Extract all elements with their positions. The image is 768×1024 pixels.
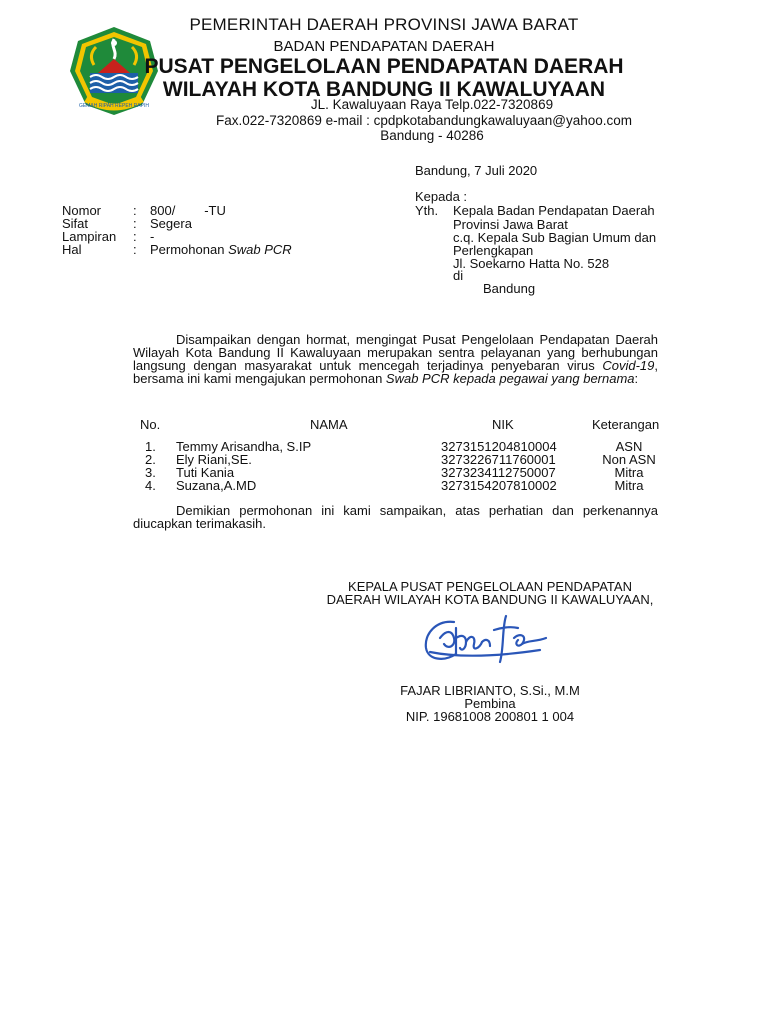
cell-name: Ely Riani,SE. — [176, 452, 252, 467]
body-italic: Covid-19 — [602, 358, 655, 373]
letterhead-office-line1: PUSAT PENGELOLAAN PENDAPATAN DAERAH — [144, 55, 624, 78]
table-header-note: Keterangan — [592, 417, 660, 432]
cell-name: Tuti Kania — [176, 465, 235, 480]
recipient-kepada: Kepada : — [415, 189, 468, 204]
meta-value-lampiran: - — [150, 229, 155, 244]
meta-sep: : — [133, 229, 137, 244]
letterhead-contact: Fax.022-7320869 e-mail : cpdpkotabandungkawaluyaan@yahoo.com — [216, 113, 632, 128]
recipient-city: Bandung — [483, 281, 536, 296]
recipient-line: c.q. Kepala Sub Bagian Umum dan — [453, 230, 657, 245]
letterhead-address: JL. Kawaluyaan Raya Telp.022-7320869 — [310, 97, 554, 112]
subject-italic: Swab PCR — [228, 242, 292, 257]
meta-label-nomor: Nomor — [62, 203, 102, 218]
recipient-line: Provinsi Jawa Barat — [453, 217, 568, 232]
signatory-title-line1: KEPALA PUSAT PENGELOLAAN PENDAPATAN — [348, 579, 632, 594]
cell-no: 2. — [145, 452, 156, 467]
cell-note: Non ASN — [602, 452, 656, 467]
recipient-yth: Yth. — [415, 203, 439, 218]
cell-note: Mitra — [614, 465, 644, 480]
letterhead-department: BADAN PENDAPATAN DAERAH — [273, 38, 495, 55]
meta-label-lampiran: Lampiran — [62, 229, 117, 244]
signatory-nip: NIP. 19681008 200801 1 004 — [405, 709, 575, 724]
body-text: Disampaikan dengan hormat, mengingat Pusat Pengelolaan Pendapatan Daerah Wilayah Kota Bandung II Kawaluyaan merupakan sentra pelayanan yang berhubungan langsung dengan masyarakat untuk mencegah terjadinya penyebaran virus — [133, 332, 658, 373]
recipient-line: Jl. Soekarno Hatta No. 528 — [453, 256, 610, 271]
recipient-line: Perlengkapan — [453, 243, 534, 258]
signatory-title-line2: DAERAH WILAYAH KOTA BANDUNG II KAWALUYAAN, — [326, 592, 654, 607]
recipient-line: di — [453, 268, 464, 283]
closing-paragraph: Demikian permohonan ini kami sampaikan, atas perhatian dan perkenannya diucapkan terimakasih. — [133, 503, 658, 531]
cell-nik: 3273154207810002 — [441, 478, 557, 493]
cell-nik: 3273226711760001 — [441, 452, 556, 467]
signatory-rank: Pembina — [464, 696, 516, 711]
letterhead-government: PEMERINTAH DAERAH PROVINSI JAWA BARAT — [189, 15, 579, 34]
cell-name: Suzana,A.MD — [176, 478, 257, 493]
meta-label-hal: Hal — [62, 242, 82, 257]
body-text: : — [634, 371, 639, 386]
letter-date: Bandung, 7 Juli 2020 — [415, 163, 538, 178]
meta-sep: : — [133, 216, 137, 231]
meta-sep: : — [133, 242, 137, 257]
table-header-nik: NIK — [492, 417, 514, 432]
recipient-line: Kepala Badan Pendapatan Daerah — [453, 203, 655, 218]
cell-no: 4. — [145, 478, 156, 493]
cell-nik: 3273151204810004 — [441, 439, 557, 454]
meta-value-nomor: 800/ -TU — [150, 203, 226, 218]
letterhead-office-line2: WILAYAH KOTA BANDUNG II KAWALUYAAN — [162, 78, 606, 101]
subject-text: Permohonan — [150, 242, 229, 257]
meta-value-hal — [150, 243, 292, 256]
meta-label-sifat: Sifat — [62, 216, 89, 231]
letterhead-city-postal: Bandung - 40286 — [380, 128, 484, 143]
cell-name: Temmy Arisandha, S.IP — [176, 439, 312, 454]
cell-note: ASN — [615, 439, 643, 454]
table-header-name: NAMA — [310, 417, 348, 432]
signatory-name: FAJAR LIBRIANTO, S.Si., M.M — [400, 683, 580, 698]
meta-sep: : — [133, 203, 137, 218]
logo-motto: GEMAH RIPAH REPEH RAPIH — [79, 103, 149, 109]
meta-value-sifat: Segera — [150, 216, 192, 231]
cell-nik: 3273234112750007 — [441, 465, 556, 480]
handwritten-signature — [410, 608, 560, 670]
body-italic: Swab PCR kepada pegawai yang bernama — [385, 371, 635, 386]
cell-note: Mitra — [614, 478, 644, 493]
body-text: , bersama ini kami mengajukan permohonan — [133, 358, 658, 386]
cell-no: 3. — [145, 465, 156, 480]
table-header-no: No. — [140, 417, 161, 432]
body-paragraph — [133, 333, 658, 385]
cell-no: 1. — [145, 439, 156, 454]
